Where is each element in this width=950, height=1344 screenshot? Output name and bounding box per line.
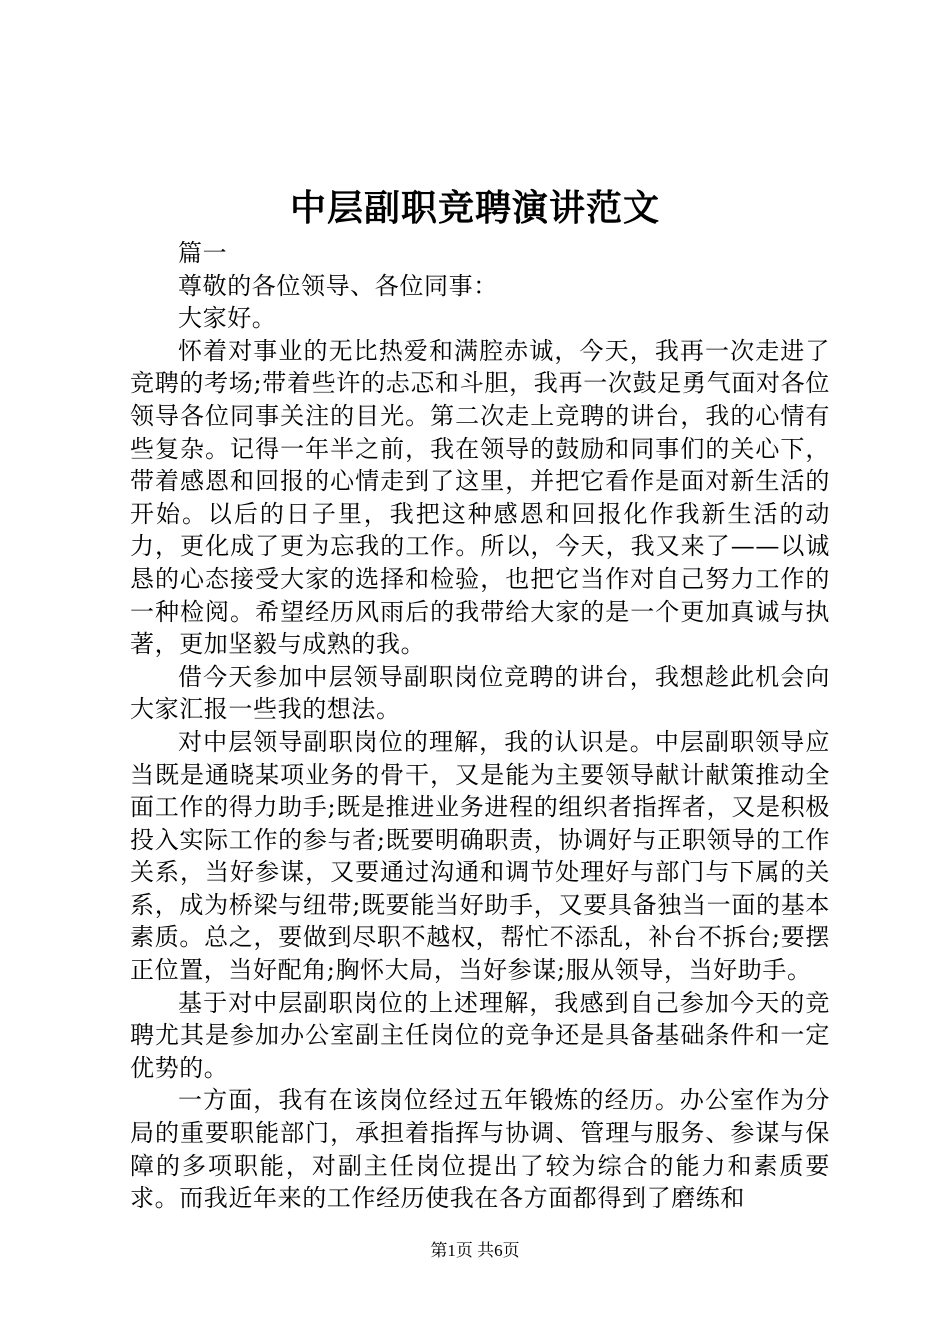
body-paragraph: 基于对中层副职岗位的上述理解，我感到自己参加今天的竞聘尤其是参加办公室副主任岗位的竞争还是具备基础条件和一定优势的。: [130, 988, 830, 1082]
section-heading: 篇一: [178, 239, 228, 267]
salutation: 尊敬的各位领导、各位同事：: [178, 271, 498, 300]
greeting: 大家好。: [178, 304, 277, 333]
body-paragraph: 借今天参加中层领导副职岗位竞聘的讲台，我想趁此机会向大家汇报一些我的想法。: [130, 662, 830, 724]
body-paragraph: 一方面，我有在该岗位经过五年锻炼的经历。办公室作为分局的重要职能部门，承担着指挥与协调、管理与服务、参谋与保障的多项职能，对副主任岗位提出了较为综合的能力和素质要求。而我近年来的工作经历使我在各方面都得到了磨练和: [130, 1086, 830, 1213]
body-paragraph: 怀着对事业的无比热爱和满腔赤诚，今天，我再一次走进了竞聘的考场;带着些许的忐忑和斗胆，我再一次鼓足勇气面对各位领导各位同事关注的目光。第二次走上竞聘的讲台，我的心情有些复杂。记得一年半之前，我在领导的鼓励和同事们的关心下，带着感恩和回报的心情走到了这里，并把它看作是面对新生活的开始。以后的日子里，我把这种感恩和回报化作我新生活的动力，更化成了更为忘我的工作。所以，今天，我又来了——以诚恳的心态接受大家的选择和检验，也把它当作对自己努力工作的一种检阅。希望经历风雨后的我带给大家的是一个更加真诚与执著，更加坚毅与成熟的我。: [130, 336, 830, 659]
body-paragraph: 对中层领导副职岗位的理解，我的认识是。中层副职领导应当既是通晓某项业务的骨干，又是能为主要领导献计献策推动全面工作的得力助手;既是推进业务进程的组织者指挥者，又是积极投入实际工作的参与者;既要明确职责，协调好与正职领导的工作关系，当好参谋，又要通过沟通和调节处理好与部门与下属的关系，成为桥梁与纽带;既要能当好助手，又要具备独当一面的基本素质。总之，要做到尽职不越权，帮忙不添乱，补台不拆台;要摆正位置，当好配角;胸怀大局，当好参谋;服从领导，当好助手。: [130, 727, 830, 985]
page-number-footer: 第1页 共6页: [430, 1241, 520, 1260]
document-title: 中层副职竞聘演讲范文: [289, 187, 660, 229]
document-body: [130, 237, 830, 1215]
